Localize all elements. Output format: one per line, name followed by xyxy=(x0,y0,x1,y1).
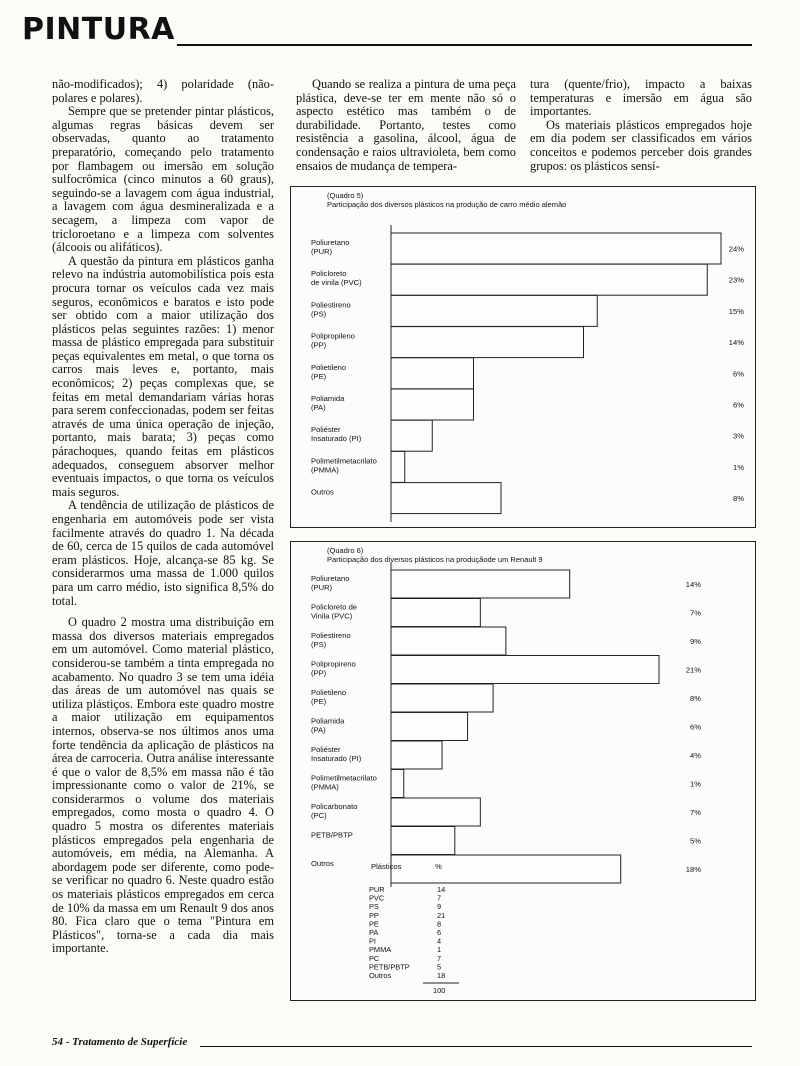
table-cell: PE xyxy=(369,919,379,929)
category-label: Polietileno xyxy=(311,362,347,372)
category-label: Polipropileno xyxy=(311,331,355,341)
table-cell: Outros xyxy=(369,971,392,980)
paragraph: A tendência de utilização de plásticos de engenharia em automóveis pode ser vista facilmente através do quadro 1. Na década de 60, cerca de 15 quilos de cada automóvel eram plásticos. Hoje, alcança-se 85 kg. Se considerarmos uma massa de 1.000 quilos para um carro médio, isto significa 8,5% do total. xyxy=(52,498,274,608)
table-cell: 6 xyxy=(437,928,442,937)
table-cell: 8 xyxy=(437,919,442,929)
paragraph: O quadro 2 mostra uma distribuição em massa dos diversos materiais empregados em um automóvel. Como material plástico, considerou-se também a tinta empregada no acabamento. No quadro 3 se tem uma idéia das áreas de um automóvel nas quais se utiliza plástiços. Embora este quadro mostre a maior utilização em equipamentos internos, observa-se nos últimos anos uma forte tendência da aplicação de plásticos na área de carroceria. Outra análise interessante é que o valor de 8,5% em massa não é tão impressionante como o valor de 21%, se considerarmos o volume dos materiais empregados, como mosta o quadro 4. O quadro 5 mostra os diferentes materiais plásticos empregados pela engenharia de automóveis, em média, na Alemanha. A abordagem pode ser diferente, como pode-se verificar no quadro 6. Neste quadro estão os materiais plásticos empregados em cerca de 10% da massa em um Renault 9 dos anos 80. Fica claro que o tema "Pintura em Plásticos", torna-se a cada dia mais importante. xyxy=(52,615,274,956)
category-label: (PP) xyxy=(311,668,327,678)
category-label: Poliéster xyxy=(311,425,341,435)
category-label: (PMMA) xyxy=(311,782,339,792)
value-label: 6% xyxy=(690,722,701,732)
table-cell: 1 xyxy=(437,945,442,955)
value-label: 21% xyxy=(685,665,701,675)
category-label: Poliestireno xyxy=(311,300,351,310)
category-label: Outros xyxy=(311,859,334,868)
page-header xyxy=(22,10,752,50)
paragraph: Sempre que se pretender pintar plásticos, algumas regras básicas devem ser observadas, quanto ao tratamento preparatório, começando pelo tratamento por flambagem ou imersão em solução sulfocrômica (cinco minutos a 60 graus), seguindo-se a lavagem com água industrial, a lavagem com água desmineralizada e a secagem, a limpeza com vapor de tricloroetano e a limpeza com solventes (álcoois ou alifáticos). xyxy=(52,104,274,255)
category-label: Poliestireno xyxy=(311,631,351,640)
paragraph: A questão da pintura em plásticos ganha relevo na indústria automobilística pois esta procura tornar os veículos cada vez mais seguros, econômicos e baratos e isto pode ser obtido com a maior utilização dos plásticos pelas seguintes razões: 1) menor massa de plástico empregada para substituir peças equivalentes em metal, o que torna os carros mais leves e, portanto, mais econômicos; 2) peças complexas que, se feitas em metal demandariam várias horas para serem confeccionadas, podem ser feitas através de uma única operação de injeção, portanto, mais barata; 3) peças como párachoques, quando feitas em plásticos adequados, conseguem absorver melhor eventuais impactos, o que torna os veículos mais seguros. xyxy=(52,253,274,499)
category-label: Poliuretano xyxy=(311,574,350,583)
category-label: Policarbonato xyxy=(311,802,358,811)
category-label: PETB/PBTP xyxy=(311,830,353,840)
bar xyxy=(391,420,432,451)
chart-title: (Quadro 6) xyxy=(327,546,364,555)
value-label: 14% xyxy=(685,580,701,589)
table-cell: 14 xyxy=(437,885,446,894)
text-column-1 xyxy=(52,78,274,956)
bar xyxy=(391,770,404,798)
table-cell: PC xyxy=(369,953,380,963)
value-label: 1% xyxy=(733,462,744,472)
category-label: (PUR) xyxy=(311,583,333,592)
section-title: PINTURA xyxy=(22,12,175,47)
bar xyxy=(391,741,442,769)
bar xyxy=(391,389,474,420)
value-label: 6% xyxy=(733,369,744,379)
bar xyxy=(391,627,506,655)
value-label: 1% xyxy=(690,779,701,789)
table-cell: PMMA xyxy=(369,945,392,955)
category-label: (PE) xyxy=(311,371,327,381)
bar xyxy=(391,295,597,326)
category-label: Polietileno xyxy=(311,688,347,697)
category-label: (PP) xyxy=(311,340,327,350)
category-label: Polipropireno xyxy=(311,659,356,669)
paragraph: Os materiais plásticos empregados hoje em dia podem ser classificados em vários conceitos e podemos perceber dois grandes grupos: os plásticos sensí- xyxy=(530,117,752,173)
bar xyxy=(391,358,474,389)
page-footer xyxy=(52,1035,752,1055)
footer-text: 54 - Tratamento de Superfície xyxy=(52,1036,188,1048)
chart-q5-svg xyxy=(291,187,755,527)
category-label: (PC) xyxy=(311,811,327,820)
value-label: 6% xyxy=(733,400,744,410)
value-label: 9% xyxy=(690,637,701,646)
bar xyxy=(391,264,707,295)
value-label: 5% xyxy=(690,836,701,846)
bar xyxy=(391,599,480,627)
chart-subtitle: Participação dos diversos plásticos na produção de carro médio alemão xyxy=(327,200,567,209)
table-cell: PA xyxy=(369,928,379,937)
table-cell: 7 xyxy=(437,893,442,903)
category-label: (PS) xyxy=(311,309,327,319)
bar xyxy=(391,327,584,358)
bar xyxy=(391,570,570,598)
table-cell: 4 xyxy=(437,936,442,946)
table-cell: PI xyxy=(369,936,376,946)
table-header: Plásticos xyxy=(371,862,402,871)
value-label: 4% xyxy=(690,751,701,760)
category-label: Policloreto xyxy=(311,269,347,279)
value-label: 7% xyxy=(690,808,701,817)
bar xyxy=(391,855,621,883)
table-cell: PS xyxy=(369,902,379,912)
category-label: Vinila (PVC) xyxy=(311,611,353,621)
category-label: (PA) xyxy=(311,725,326,735)
chart-subtitle: Participação dos diversos plásticos na produçãode um Renault 9 xyxy=(327,555,543,564)
value-label: 8% xyxy=(733,494,744,504)
table-total: 100 xyxy=(433,986,446,995)
table-cell: 9 xyxy=(437,902,442,912)
chart-quadro-6 xyxy=(290,541,756,1001)
value-label: 7% xyxy=(690,608,701,618)
bar xyxy=(391,713,468,741)
table-cell: PVC xyxy=(369,893,385,903)
bar xyxy=(391,656,659,684)
category-label: Poliuretano xyxy=(311,238,350,247)
bar xyxy=(391,827,455,855)
category-label: Poliamida xyxy=(311,716,345,726)
bar xyxy=(391,798,480,826)
table-cell: 18 xyxy=(437,971,446,980)
chart-title: (Quadro 5) xyxy=(327,191,364,200)
category-label: Outros xyxy=(311,487,334,497)
category-label: (PS) xyxy=(311,640,327,649)
chart-quadro-5 xyxy=(290,186,756,528)
bar xyxy=(391,451,405,482)
value-label: 18% xyxy=(685,865,701,874)
paragraph: não-modificados); 4) polaridade (não-polares e polares). xyxy=(52,77,274,105)
value-label: 23% xyxy=(728,275,744,285)
header-rule xyxy=(177,44,752,46)
category-label: Polimetilmetacrilato xyxy=(311,773,377,783)
table-cell: PETB/PBTP xyxy=(369,962,410,972)
text-column-3 xyxy=(530,78,752,173)
table-cell: PUR xyxy=(369,885,385,894)
value-label: 8% xyxy=(690,694,701,703)
value-label: 3% xyxy=(733,431,744,441)
table-cell: 7 xyxy=(437,953,442,963)
category-label: (PUR) xyxy=(311,247,333,256)
footer-rule xyxy=(200,1046,752,1047)
category-label: Policloreto de xyxy=(311,602,358,612)
value-label: 15% xyxy=(728,306,744,316)
bar xyxy=(391,483,501,514)
category-label: de vinila (PVC) xyxy=(311,278,362,288)
paragraph: Quando se realiza a pintura de uma peça plástica, deve-se ter em mente não só o aspecto estético mas também o de durabilidade. Portanto, testes como resistência a gasolina, álcool, água de condensação e raios ultravioleta, bem como ensaios de mudança de tempera- xyxy=(296,77,516,173)
table-cell: PP xyxy=(369,910,379,920)
category-label: (PMMA) xyxy=(311,465,339,475)
chart-q6-svg xyxy=(291,542,755,1000)
category-label: Poliéster xyxy=(311,745,341,754)
table-cell: 21 xyxy=(437,910,446,920)
bar xyxy=(391,233,721,264)
category-label: Insaturado (PI) xyxy=(311,434,362,444)
value-label: 14% xyxy=(728,338,744,348)
category-label: (PA) xyxy=(311,403,326,412)
category-label: Polimetilmetacrilato xyxy=(311,456,377,466)
value-label: 24% xyxy=(728,244,744,254)
table-cell: 5 xyxy=(437,962,442,972)
paragraph: tura (quente/frio), impacto a baixas temperaturas e imersão em água são importantes. xyxy=(530,77,752,119)
table-header: % xyxy=(435,862,442,871)
text-column-2 xyxy=(296,78,516,173)
category-label: (PE) xyxy=(311,697,327,706)
category-label: Insaturado (PI) xyxy=(311,754,362,763)
category-label: Poliamida xyxy=(311,394,345,403)
bar xyxy=(391,684,493,712)
